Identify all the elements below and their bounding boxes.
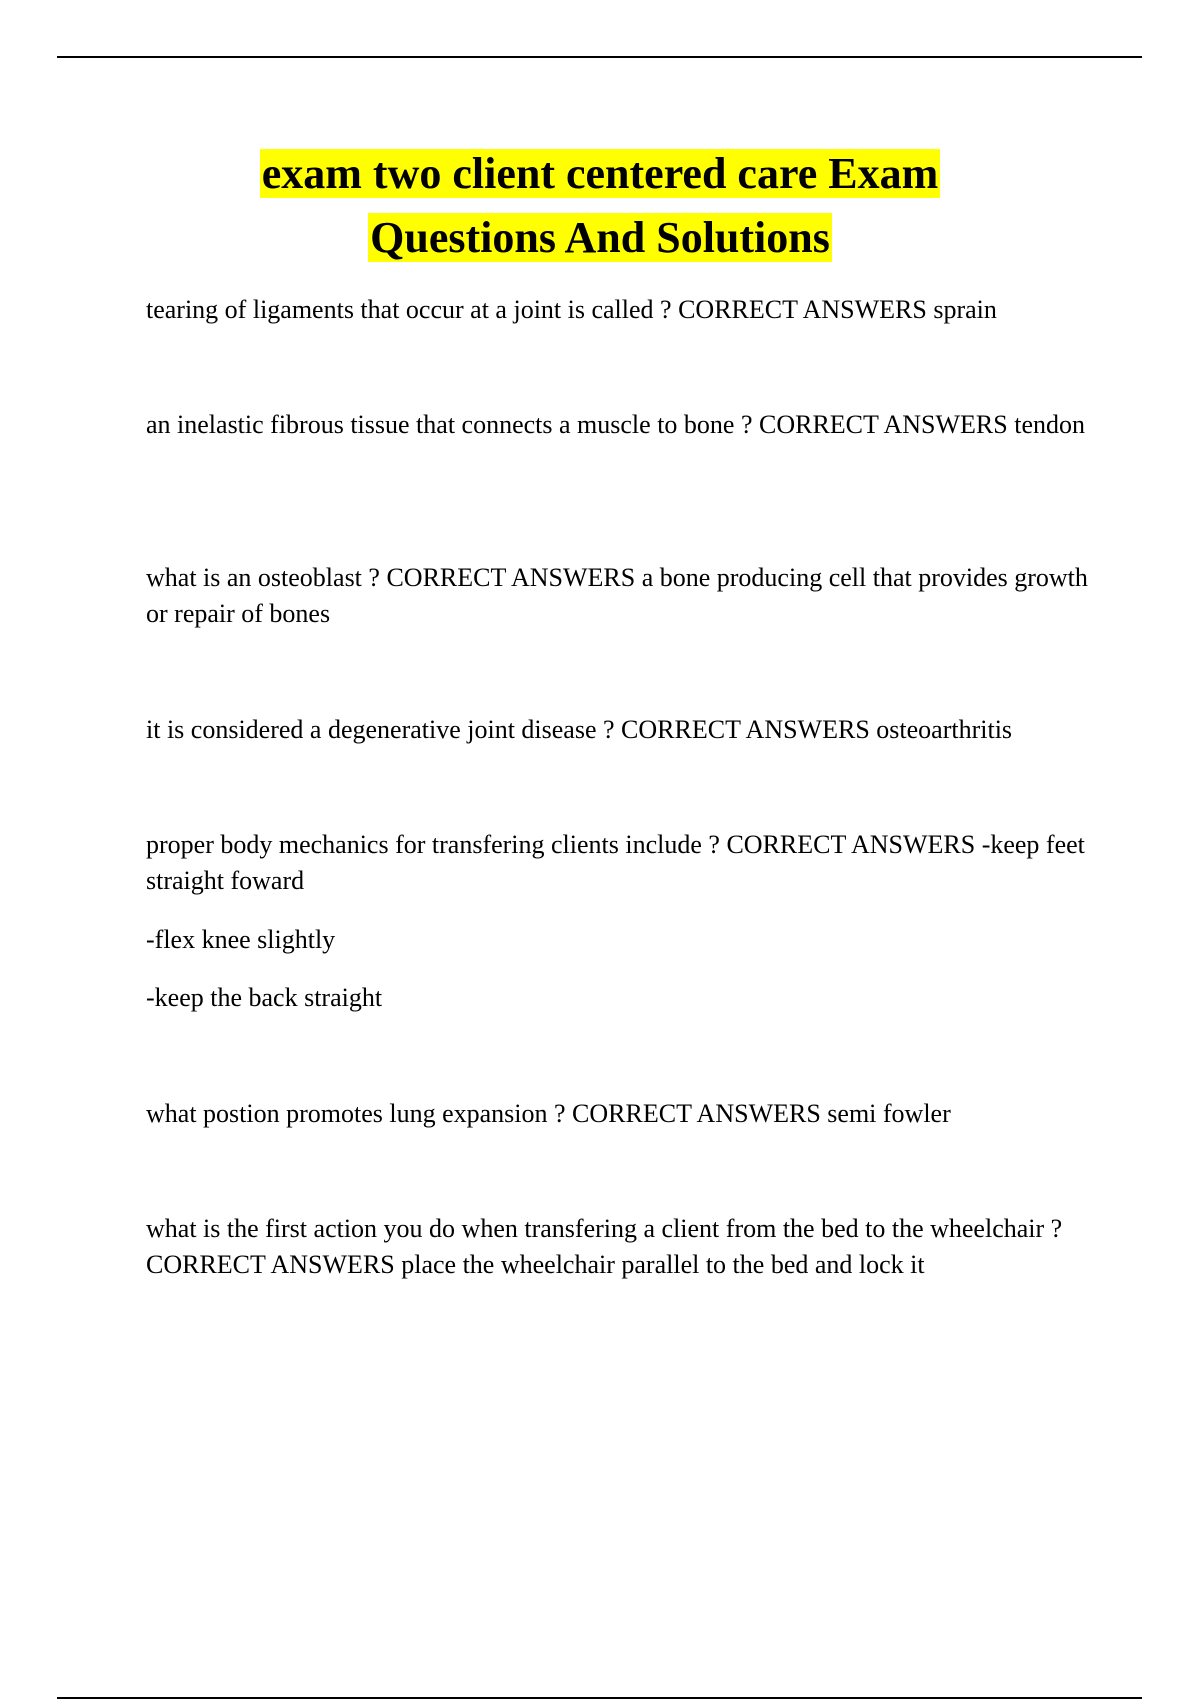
qa-item-body-mechanics-knee: -flex knee slightly bbox=[146, 925, 336, 954]
bottom-rule bbox=[57, 1697, 1142, 1699]
page-title bbox=[0, 142, 1200, 270]
qa-item-tendon: an inelastic fibrous tissue that connects a muscle to bone ? CORRECT ANSWERS tendon bbox=[146, 410, 1085, 439]
qa-item-osteoarthritis: it is considered a degenerative joint disease ? CORRECT ANSWERS osteoarthritis bbox=[146, 715, 1013, 744]
qa-item-osteoblast: what is an osteoblast ? CORRECT ANSWERS a bone producing cell that provides growth or repair of bones bbox=[146, 563, 1088, 628]
qa-item-wheelchair-transfer: what is the first action you do when transfering a client from the bed to the wheelchair ? CORRECT ANSWERS place the wheelchair parallel to the bed and lock it bbox=[146, 1214, 1063, 1279]
top-rule bbox=[57, 56, 1142, 58]
qa-item-body-mechanics: proper body mechanics for transfering clients include ? CORRECT ANSWERS -keep feet straight foward bbox=[146, 830, 1085, 895]
qa-item-sprain: tearing of ligaments that occur at a joint is called ? CORRECT ANSWERS sprain bbox=[146, 295, 997, 324]
qa-item-body-mechanics-back: -keep the back straight bbox=[146, 983, 383, 1012]
qa-item-lung-expansion: what postion promotes lung expansion ? CORRECT ANSWERS semi fowler bbox=[146, 1099, 951, 1128]
title-line-1: exam two client centered care Exam bbox=[261, 149, 939, 198]
title-line-2: Questions And Solutions bbox=[370, 213, 830, 262]
